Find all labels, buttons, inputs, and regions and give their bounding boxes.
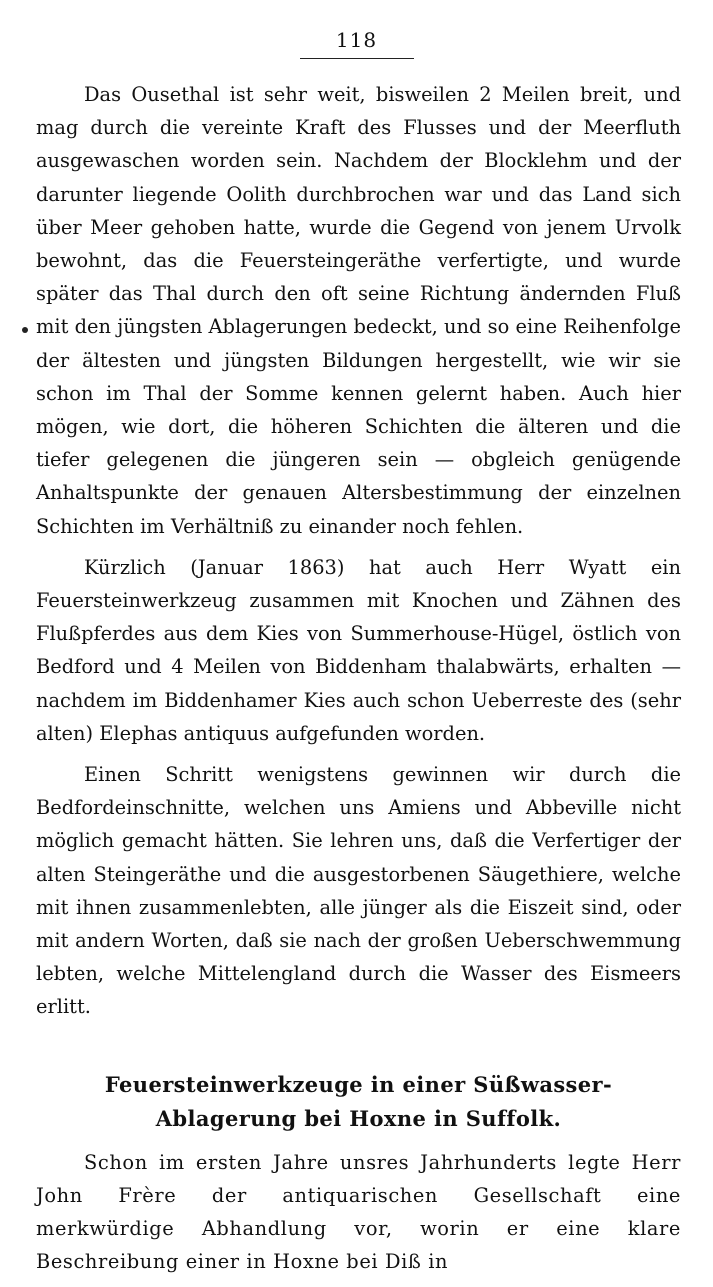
- header-rule: [300, 58, 414, 59]
- paragraph-wyatt: Kürzlich (Januar 1863) hat auch Herr Wyatt ein Feuersteinwerkzeug zusammen mit Knochen und Zähnen des Flußpferdes aus dem Kies von Summerhouse-Hügel, östlich von Bedford und 4 Meilen von Biddenham thalabwärts, erhalten — nachdem im Biddenhamer Kies auch schon Ueberreste des (sehr alten) Elephas antiquus aufgefunden worden.: [36, 555, 681, 745]
- page-header: [0, 26, 713, 54]
- paragraph-bedford: Einen Schritt wenigstens gewinnen wir durch die Bedfordeinschnitte, welchen uns Amiens und Abbeville nicht möglich gemacht hätten. Sie lehren uns, daß die Verfertiger der alten Steingeräthe und die ausgestorbenen Säugethiere, welche mit ihnen zusammenlebten, alle jünger als die Eiszeit sind, oder mit andern Worten, daß sie nach der großen Ueberschwemmung lebten, welche Mittelengland durch die Wasser des Eismeers erlitt.: [36, 763, 681, 1019]
- section-heading: Feuersteinwerkzeuge in einer Süßwasser-Ablagerung bei Hoxne in Suffolk.: [104, 1071, 613, 1131]
- margin-dot-mark: [22, 327, 28, 333]
- paragraph-ousethal: Das Ousethal ist sehr weit, bisweilen 2 Meilen breit, und mag durch die vereinte Kraft des Flusses und der Meerfluth ausgewaschen worden sein. Nachdem der Blocklehm und der darunter liegende Oolith durchbrochen war und das Land sich über Meer gehoben hatte, wurde die Gegend von jenem Urvolk bewohnt, das die Feuersteingeräthe verfertigte, und wurde später das Thal durch den oft seine Richtung ändernden Fluß mit den jüngsten Ablagerungen bedeckt, und so eine Reihenfolge der ältesten und jüngsten Bildungen hergestellt, wie wir sie schon im Thal der Somme kennen gelernt haben. Auch hier mögen, wie dort, die höheren Schichten die älteren und die tiefer gelegenen die jüngeren sein — obgleich genügende Anhaltspunkte der genauen Altersbestimmung der einzelnen Schichten im Verhältniß zu einander noch fehlen.: [36, 83, 681, 538]
- page-number: 118: [335, 28, 378, 52]
- body-text: [36, 78, 681, 1287]
- paragraph-frere: Schon im ersten Jahre unsres Jahrhunderts legte Herr John Frère der antiquarischen Gesellschaft eine merkwürdige Abhandlung vor, worin er eine klare Beschreibung einer in Hoxne bei Diß in: [36, 1150, 681, 1274]
